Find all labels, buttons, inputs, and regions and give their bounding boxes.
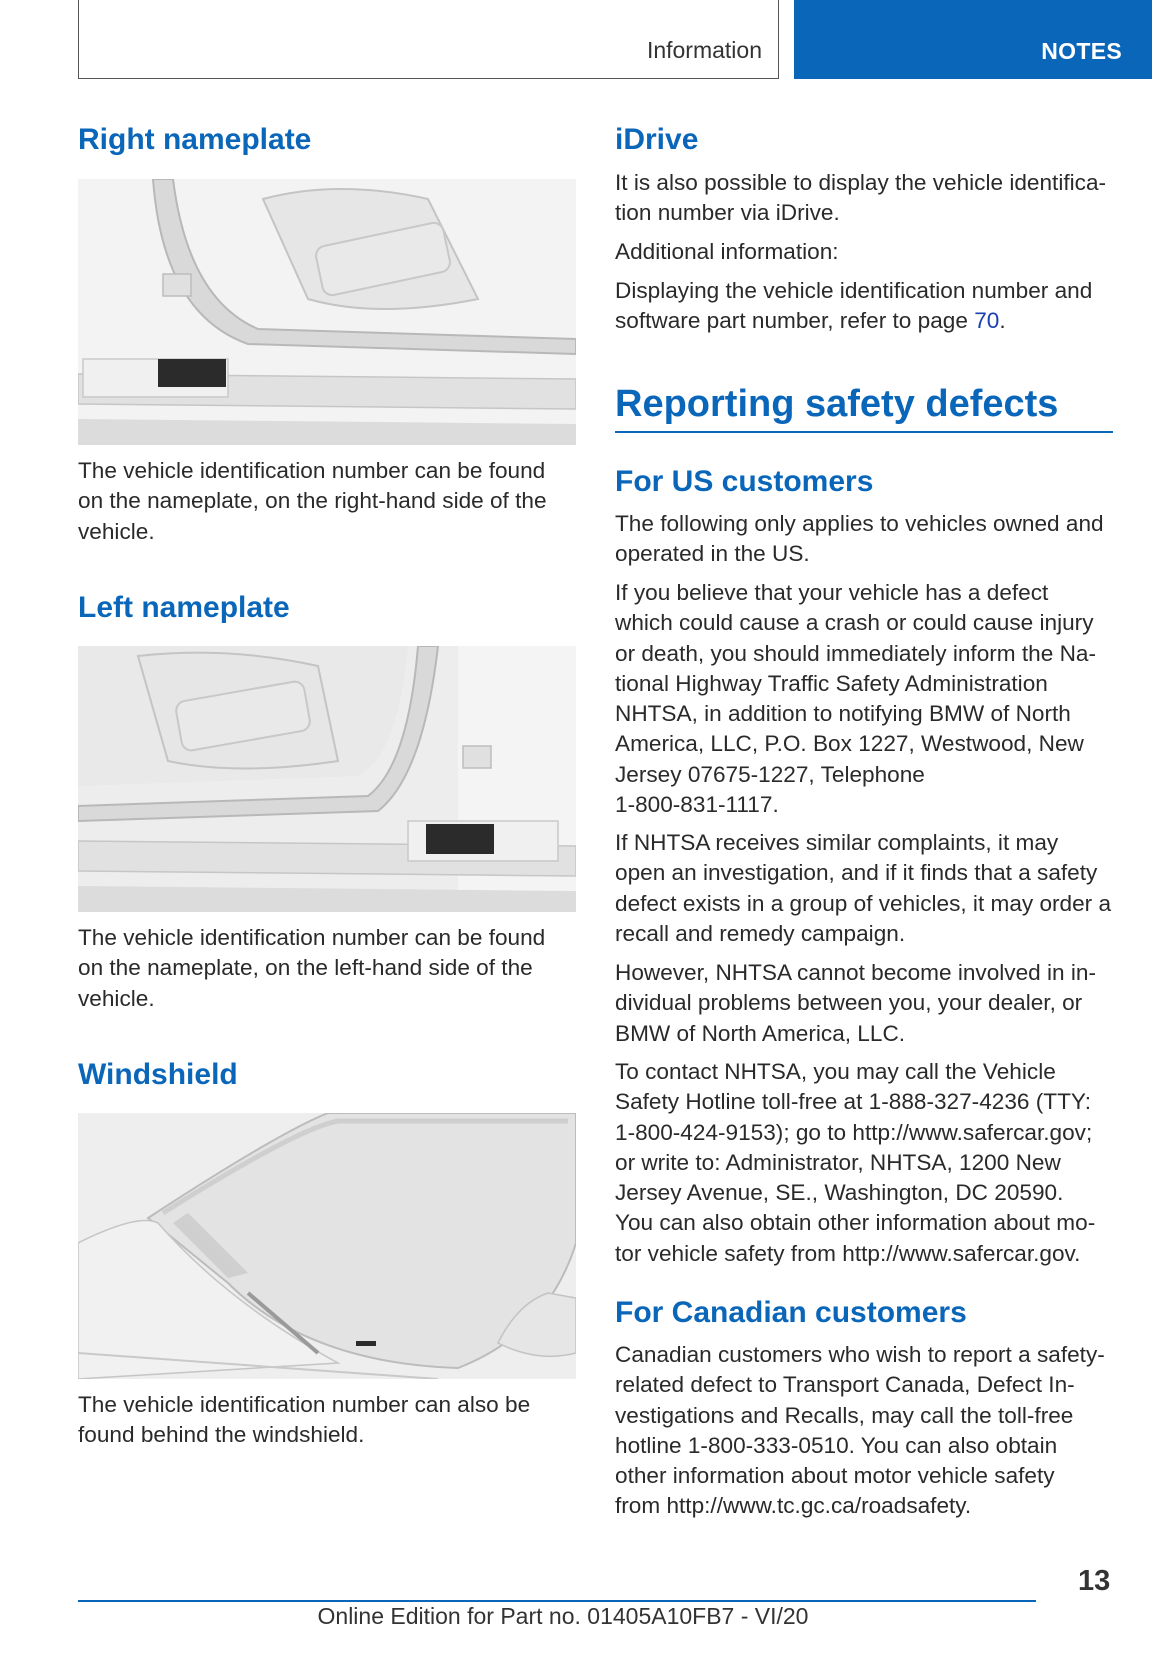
page-reference-link[interactable]: 70 (974, 308, 1000, 334)
heading-windshield: Windshield (78, 1058, 238, 1091)
us-paragraph-1: The following only applies to vehicles owned and operated in the US. (615, 511, 1104, 567)
heading-left-nameplate: Left nameplate (78, 591, 290, 624)
heading-reporting-safety-defects: Reporting safety defects (615, 383, 1059, 425)
idrive-paragraph-3: Displaying the vehicle identification number and software part number, refer to page 70. (615, 278, 1093, 334)
header-notes-tab (794, 0, 1152, 79)
idrive-paragraph-1: It is also possible to display the vehicle identifica- tion number via iDrive. (615, 170, 1107, 226)
figure-windshield (78, 1113, 576, 1379)
us-paragraph-2: If you believe that your vehicle has a defect which could cause a crash or could cause injury or death, you should immediately inform the Na- tional Highway Traffic Safety Administration NHTSA, in addition to notifying BMW of North America, LLC, P.O. Box 1227, Westwood, New Jersey 07675-1227, Telephone 1-800-831-1117. (615, 580, 1096, 818)
header-section-label: Information (646, 37, 762, 63)
windshield-text: The vehicle identification number can also be found behind the windshield. (78, 1392, 531, 1448)
figure-left-nameplate (78, 646, 576, 912)
us-paragraph-4: However, NHTSA cannot become involved in in- dividual problems between you, your dealer, or BMW of North America, LLC. (615, 960, 1096, 1046)
page-number: 13 (1078, 1565, 1111, 1597)
header-section-box (78, 0, 779, 79)
heading-canadian-customers: For Canadian customers (615, 1296, 967, 1329)
right-nameplate-text: The vehicle identification number can be found on the nameplate, on the right-hand side of the vehicle. (78, 458, 547, 544)
idrive-paragraph-2: Additional information: (615, 239, 839, 264)
right-nameplate-illustration (78, 179, 576, 445)
left-nameplate-illustration (78, 646, 576, 912)
section-title-rule (615, 431, 1113, 433)
left-nameplate-text: The vehicle identification number can be found on the nameplate, on the left-hand side of the vehicle. (78, 925, 546, 1011)
header-tab-label: NOTES (1041, 38, 1122, 64)
footer-rule (78, 1600, 1036, 1602)
figure-right-nameplate (78, 179, 576, 445)
us-paragraph-5: To contact NHTSA, you may call the Vehicle Safety Hotline toll-free at 1-888-327-4236 (TTY: 1-800-424-9153); go to http://www.safercar.gov; or write to: Administrator, NHTSA, 1200 New Jersey Avenue, SE., Washington, DC 20590. You can also obtain other information about mo- tor vehicle safety from http://www.safercar.gov. (615, 1059, 1096, 1266)
footer-edition: Online Edition for Part no. 01405A10FB7 - VI/20 (317, 1603, 809, 1629)
heading-idrive: iDrive (615, 123, 699, 156)
heading-us-customers: For US customers (615, 465, 874, 498)
us-paragraph-3: If NHTSA receives similar complaints, it may open an investigation, and if it finds that a safety defect exists in a group of vehicles, it may order a recall and remedy campaign. (615, 830, 1112, 946)
canada-paragraph-1: Canadian customers who wish to report a safety- related defect to Transport Canada, Defect In- vestigations and Recalls, may call the toll-free hotline 1-800-333-0510. You can also obtain other information about motor vehicle safety from http://www.tc.gc.ca/roadsafety. (615, 1342, 1105, 1519)
windshield-illustration (78, 1113, 576, 1379)
heading-right-nameplate: Right nameplate (78, 123, 312, 156)
